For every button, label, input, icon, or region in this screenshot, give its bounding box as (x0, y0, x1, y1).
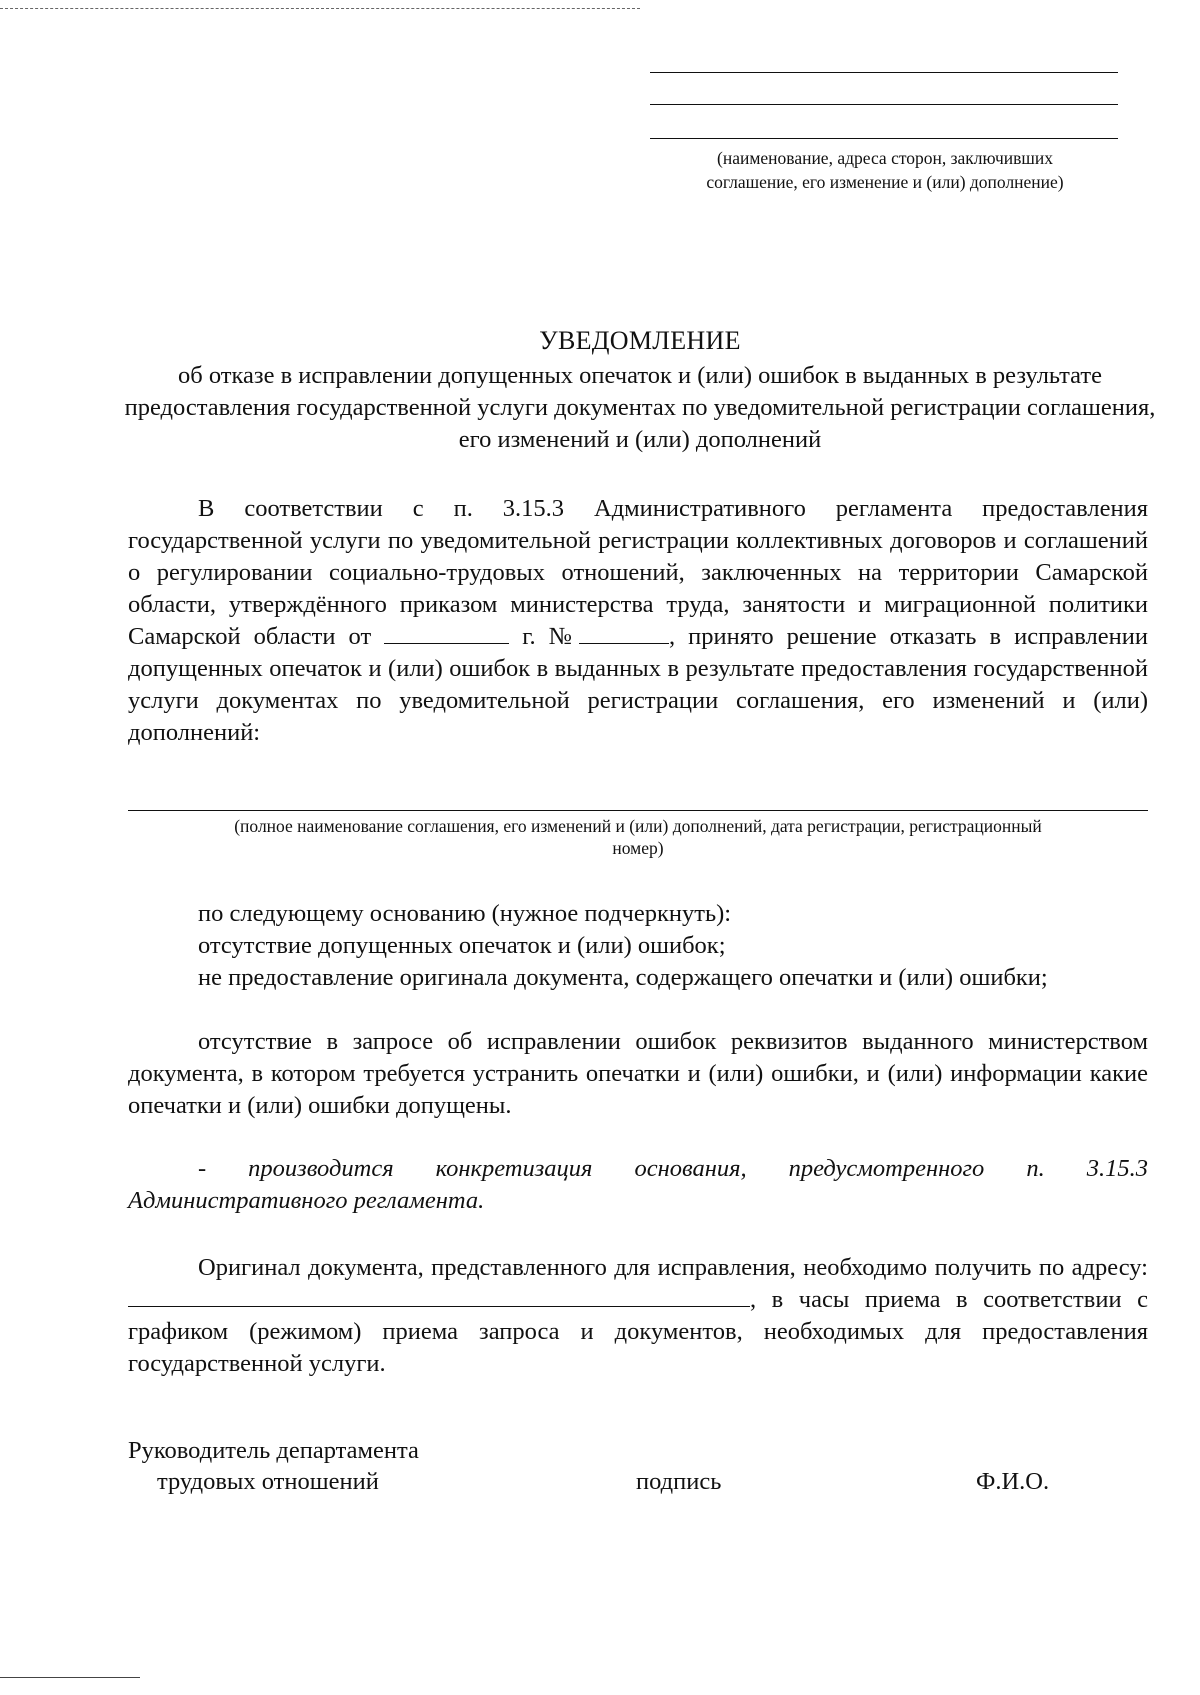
document-subtitle: об отказе в исправлении допущенных опечаток и (или) ошибок в выданных в результате предоставления государственной услуги документах по уведомительной регистрации соглашения, его изменений и (или) дополнений (124, 362, 1156, 453)
agreement-name-line (128, 810, 1148, 811)
address-line-2 (650, 104, 1118, 105)
decision-paragraph (128, 493, 1148, 749)
address-caption (640, 146, 1130, 194)
order-date-blank (384, 621, 509, 644)
year-suffix: г. (522, 623, 536, 650)
order-number-blank (579, 621, 669, 644)
name-label: Ф.И.О. (976, 1468, 1050, 1495)
signature-label: подпись (636, 1468, 722, 1495)
decision-text-part1: В соответствии с п. 3.15.3 Административного регламента предоставления государственной услуги по уведомительной регистрации коллективных договоров и соглашений о регулировании социально-трудовых отношений, заключенных на территории Самарской области, утверждённого приказом министерства труда, занятости и миграционной политики Самарской области от (128, 495, 1148, 650)
number-sign: № (548, 623, 579, 650)
reason-item-1: отсутствие допущенных опечаток и (или) ошибок; (198, 932, 726, 959)
address-blank (128, 1284, 750, 1307)
original-paragraph (128, 1252, 1148, 1380)
signer-position-line-2: трудовых отношений (157, 1468, 379, 1495)
original-text-part1: Оригинал документа, представленного для исправления, необходимо получить по адресу: (198, 1254, 1148, 1281)
address-caption-line-1: (наименование, адреса сторон, заключивших (717, 148, 1053, 168)
original-text-part2: , в часы приема в соответствии с графиком (режимом) приема запроса и документов, необходимых для предоставления государственной услуги. (128, 1286, 1148, 1377)
scan-edge-dashes (0, 8, 640, 9)
reasons-intro: по следующему основанию (нужное подчеркнуть): (198, 900, 732, 927)
agreement-caption-line-2: номер) (612, 838, 664, 858)
signer-position-line-1: Руководитель департамента (128, 1437, 419, 1464)
address-caption-line-2: соглашение, его изменение и (или) дополнение) (706, 172, 1064, 192)
italic-note: - производится конкретизация основания, предусмотренного п. 3.15.3 Административного регламента. (128, 1155, 1148, 1214)
agreement-caption-line-1: (полное наименование соглашения, его изменений и (или) дополнений, дата регистрации, регистрационный (234, 816, 1042, 836)
agreement-caption (128, 815, 1148, 859)
document-title: УВЕДОМЛЕНИЕ (539, 326, 741, 355)
address-line-3 (650, 138, 1118, 139)
reason-item-2: не предоставление оригинала документа, содержащего опечатки и (или) ошибки; (198, 964, 1048, 991)
decision-text-part2: , принято решение отказать в исправлении допущенных опечаток и (или) ошибок в выданных в результате предоставления государственной услуги документах по уведомительной регистрации соглашения, его изменений и (или) дополнений: (128, 623, 1148, 746)
reason-item-3: отсутствие в запросе об исправлении ошибок реквизитов выданного министерством документа, в котором требуется устранить опечатки и (или) ошибки, и (или) информации какие опечатки и (или) ошибки допущены. (128, 1028, 1148, 1119)
scan-edge-line (0, 1677, 140, 1678)
address-line-1 (650, 72, 1118, 73)
